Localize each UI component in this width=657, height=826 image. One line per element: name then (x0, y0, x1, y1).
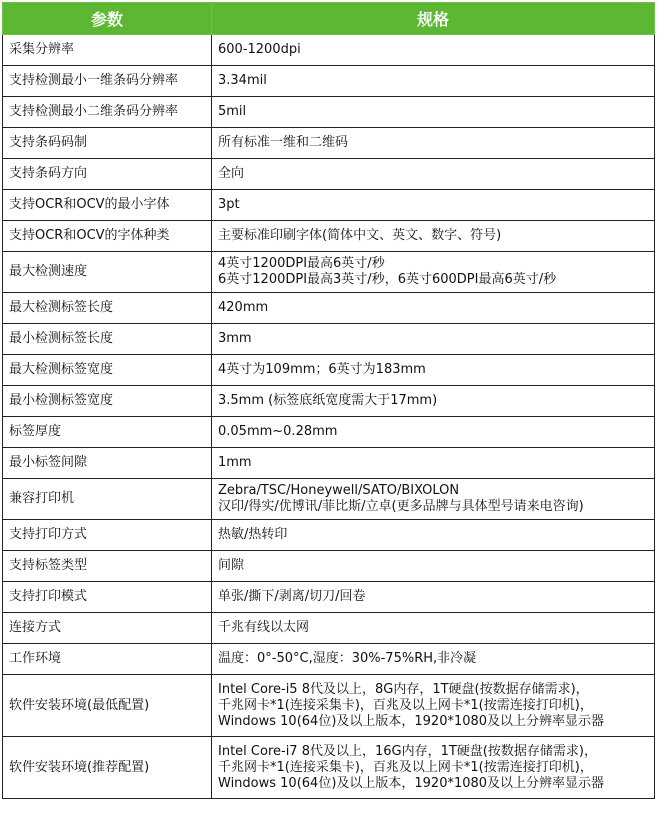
spec-cell: 3.5mm (标签底纸宽度需大于17mm) (212, 386, 655, 417)
param-cell: 兼容打印机 (3, 479, 212, 520)
table-row (3, 324, 655, 355)
spec-cell: 主要标准印刷字体(简体中文、英文、数字、符号) (212, 221, 655, 252)
table-row (3, 97, 655, 128)
spec-cell: Zebra/TSC/Honeywell/SATO/BIXOLON 汉印/得实/优博讯/菲比斯/立卓(更多品牌与具体型号请来电咨询) (212, 479, 655, 520)
spec-cell: 3.34mil (212, 66, 655, 97)
spec-cell: Intel Core-i5 8代及以上，8G内存，1T硬盘(按数据存储需求)， 千兆网卡*1(连接采集卡)，百兆及以上网卡*1(按需连接打印机)， Windows 10(64位)及以上版本，1920*1080及以上分辨率显示器 (212, 675, 655, 737)
spec-cell: 所有标准一维和二维码 (212, 128, 655, 159)
param-cell: 标签厚度 (3, 417, 212, 448)
spec-cell: 600-1200dpi (212, 35, 655, 66)
spec-cell: 千兆有线以太网 (212, 613, 655, 644)
table-row (3, 582, 655, 613)
table-row (3, 252, 655, 293)
spec-cell: 热敏/热转印 (212, 520, 655, 551)
table-row (3, 66, 655, 97)
param-cell: 采集分辨率 (3, 35, 212, 66)
table-row (3, 737, 655, 799)
param-cell: 最小检测标签长度 (3, 324, 212, 355)
param-column-header: 参数 (3, 3, 212, 35)
param-cell: 支持标签类型 (3, 551, 212, 582)
param-cell: 最大检测标签宽度 (3, 355, 212, 386)
param-cell: 支持条码码制 (3, 128, 212, 159)
table-row (3, 35, 655, 66)
param-cell: 支持检测最小二维条码分辨率 (3, 97, 212, 128)
table-row (3, 551, 655, 582)
table-row (3, 293, 655, 324)
param-cell: 支持条码方向 (3, 159, 212, 190)
table-row (3, 159, 655, 190)
spec-cell: 4英寸1200DPI最高6英寸/秒 6英寸1200DPI最高3英寸/秒，6英寸600DPI最高6英寸/秒 (212, 252, 655, 293)
table-header-row (3, 3, 655, 35)
table-row (3, 644, 655, 675)
spec-cell: 1mm (212, 448, 655, 479)
param-cell: 工作环境 (3, 644, 212, 675)
table-row (3, 613, 655, 644)
spec-cell: Intel Core-i7 8代及以上，16G内存，1T硬盘(按数据存储需求)， 千兆网卡*1(连接采集卡)，百兆及以上网卡*1(按需连接打印机)， Windows 10(64位)及以上版本，1920*1080及以上分辨率显示器 (212, 737, 655, 799)
spec-cell: 全向 (212, 159, 655, 190)
spec-cell: 温度：0°-50°C,湿度：30%-75%RH,非冷凝 (212, 644, 655, 675)
spec-cell: 420mm (212, 293, 655, 324)
param-cell: 软件安装环境(最低配置) (3, 675, 212, 737)
table-row (3, 386, 655, 417)
param-cell: 软件安装环境(推荐配置) (3, 737, 212, 799)
table-row (3, 479, 655, 520)
table-row (3, 355, 655, 386)
param-cell: 连接方式 (3, 613, 212, 644)
spec-table (2, 2, 655, 799)
spec-column-header: 规格 (212, 3, 655, 35)
param-cell: 支持打印方式 (3, 520, 212, 551)
param-cell: 支持打印模式 (3, 582, 212, 613)
spec-cell: 5mil (212, 97, 655, 128)
table-row (3, 190, 655, 221)
spec-cell: 4英寸为109mm；6英寸为183mm (212, 355, 655, 386)
spec-cell: 0.05mm~0.28mm (212, 417, 655, 448)
param-cell: 支持检测最小一维条码分辨率 (3, 66, 212, 97)
table-row (3, 417, 655, 448)
table-row (3, 448, 655, 479)
param-cell: 最小检测标签宽度 (3, 386, 212, 417)
spec-cell: 3mm (212, 324, 655, 355)
param-cell: 支持OCR和OCV的最小字体 (3, 190, 212, 221)
spec-cell: 单张/撕下/剥离/切刀/回卷 (212, 582, 655, 613)
spec-cell: 3pt (212, 190, 655, 221)
table-row (3, 221, 655, 252)
table-row (3, 520, 655, 551)
table-body (3, 35, 655, 799)
spec-cell: 间隙 (212, 551, 655, 582)
table-row (3, 128, 655, 159)
param-cell: 支持OCR和OCV的字体种类 (3, 221, 212, 252)
param-cell: 最大检测速度 (3, 252, 212, 293)
param-cell: 最大检测标签长度 (3, 293, 212, 324)
param-cell: 最小标签间隙 (3, 448, 212, 479)
table-row (3, 675, 655, 737)
